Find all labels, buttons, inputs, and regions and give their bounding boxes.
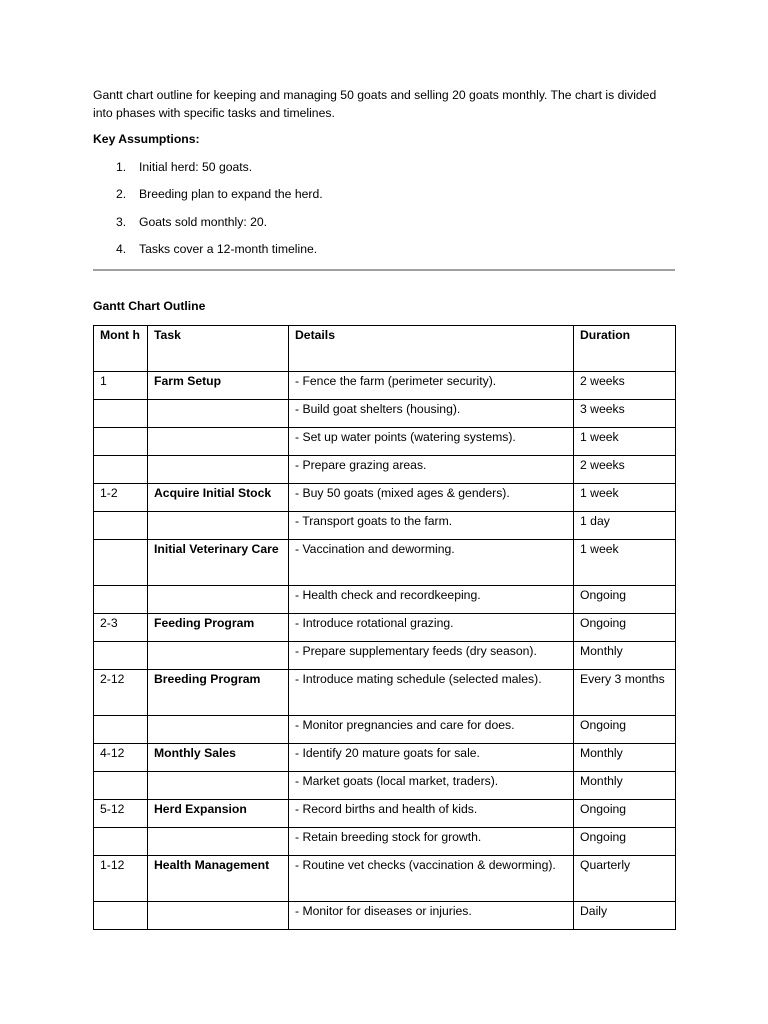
cell-details: - Monitor pregnancies and care for does. — [289, 716, 574, 744]
cell-task — [148, 512, 289, 540]
cell-details: - Set up water points (watering systems). — [289, 428, 574, 456]
table-row — [94, 716, 676, 744]
table-row — [94, 400, 676, 428]
header-task: Task — [148, 326, 289, 372]
table-row — [94, 540, 676, 586]
cell-task — [148, 716, 289, 744]
table-row — [94, 772, 676, 800]
cell-details: - Record births and health of kids. — [289, 800, 574, 828]
list-item — [93, 186, 675, 204]
cell-details: - Buy 50 goats (mixed ages & genders). — [289, 484, 574, 512]
cell-month — [94, 642, 148, 670]
gantt-table — [93, 325, 676, 930]
header-month: Mont h — [94, 326, 148, 372]
cell-task: Acquire Initial Stock — [148, 484, 289, 512]
document-content — [93, 87, 675, 930]
cell-month — [94, 512, 148, 540]
cell-duration: Monthly — [574, 744, 676, 772]
cell-duration: Ongoing — [574, 828, 676, 856]
list-text: Tasks cover a 12-month timeline. — [139, 242, 318, 256]
cell-month: 1 — [94, 372, 148, 400]
cell-duration: Monthly — [574, 772, 676, 800]
cell-duration: Ongoing — [574, 800, 676, 828]
cell-details: - Introduce mating schedule (selected males). — [289, 670, 574, 716]
cell-month — [94, 772, 148, 800]
cell-duration: 1 week — [574, 484, 676, 512]
cell-month: 4-12 — [94, 744, 148, 772]
list-text: Breeding plan to expand the herd. — [139, 187, 323, 201]
cell-details: - Introduce rotational grazing. — [289, 614, 574, 642]
cell-month: 2-12 — [94, 670, 148, 716]
cell-task — [148, 828, 289, 856]
table-row — [94, 586, 676, 614]
table-row — [94, 512, 676, 540]
cell-duration: Every 3 months — [574, 670, 676, 716]
cell-duration: 1 day — [574, 512, 676, 540]
table-row — [94, 372, 676, 400]
cell-details: - Routine vet checks (vaccination & deworming). — [289, 856, 574, 902]
list-number: 4. — [116, 242, 127, 256]
cell-task: Monthly Sales — [148, 744, 289, 772]
table-row — [94, 670, 676, 716]
assumptions-list — [93, 159, 675, 259]
cell-task — [148, 400, 289, 428]
cell-details: - Monitor for diseases or injuries. — [289, 902, 574, 930]
cell-details: - Fence the farm (perimeter security). — [289, 372, 574, 400]
assumptions-heading: Key Assumptions: — [93, 132, 200, 146]
cell-duration: Ongoing — [574, 716, 676, 744]
list-text: Initial herd: 50 goats. — [139, 159, 253, 174]
table-header-row — [94, 326, 676, 372]
cell-month: 1-2 — [94, 484, 148, 512]
header-duration: Duration — [574, 326, 676, 372]
table-row — [94, 642, 676, 670]
cell-task — [148, 772, 289, 800]
cell-duration: Quarterly — [574, 856, 676, 902]
header-details: Details — [289, 326, 574, 372]
cell-details: - Prepare grazing areas. — [289, 456, 574, 484]
cell-task — [148, 428, 289, 456]
table-row — [94, 828, 676, 856]
cell-details: - Vaccination and deworming. — [289, 540, 574, 586]
cell-month — [94, 716, 148, 744]
cell-duration: Ongoing — [574, 614, 676, 642]
cell-duration: Daily — [574, 902, 676, 930]
cell-duration: 1 week — [574, 428, 676, 456]
cell-task — [148, 902, 289, 930]
cell-details: - Retain breeding stock for growth. — [289, 828, 574, 856]
list-number: 3. — [116, 214, 127, 229]
gantt-table-body — [94, 326, 676, 930]
cell-duration: 2 weeks — [574, 372, 676, 400]
table-row — [94, 800, 676, 828]
cell-duration: Ongoing — [574, 586, 676, 614]
table-row — [94, 614, 676, 642]
cell-task: Feeding Program — [148, 614, 289, 642]
cell-month — [94, 902, 148, 930]
table-row — [94, 856, 676, 902]
cell-month — [94, 586, 148, 614]
cell-month: 1-12 — [94, 856, 148, 902]
cell-duration: 3 weeks — [574, 400, 676, 428]
cell-task — [148, 456, 289, 484]
cell-task: Farm Setup — [148, 372, 289, 400]
list-number: 2. — [116, 187, 127, 201]
table-row — [94, 456, 676, 484]
table-row — [94, 484, 676, 512]
table-row — [94, 428, 676, 456]
intro-paragraph: Gantt chart outline for keeping and managing 50 goats and selling 20 goats monthly. The chart is divided into phases with specific tasks and timelines. — [93, 88, 657, 120]
list-item — [93, 214, 675, 232]
cell-duration: 1 week — [574, 540, 676, 586]
table-row — [94, 902, 676, 930]
cell-details: - Build goat shelters (housing). — [289, 400, 574, 428]
cell-month: 5-12 — [94, 800, 148, 828]
cell-details: - Health check and recordkeeping. — [289, 586, 574, 614]
cell-month — [94, 456, 148, 484]
list-number: 1. — [116, 159, 127, 174]
cell-details: - Market goats (local market, traders). — [289, 772, 574, 800]
cell-details: - Identify 20 mature goats for sale. — [289, 744, 574, 772]
cell-month — [94, 400, 148, 428]
cell-task: Herd Expansion — [148, 800, 289, 828]
cell-month — [94, 540, 148, 586]
cell-duration: Monthly — [574, 642, 676, 670]
cell-task: Initial Veterinary Care — [148, 540, 289, 586]
horizontal-rule — [93, 269, 675, 271]
cell-details: - Prepare supplementary feeds (dry season). — [289, 642, 574, 670]
cell-month — [94, 428, 148, 456]
cell-task: Health Management — [148, 856, 289, 902]
cell-duration: 2 weeks — [574, 456, 676, 484]
table-title: Gantt Chart Outline — [93, 298, 206, 313]
list-item — [93, 241, 675, 259]
cell-month: 2-3 — [94, 614, 148, 642]
list-text: Goats sold monthly: 20. — [139, 214, 268, 229]
cell-task — [148, 586, 289, 614]
cell-task: Breeding Program — [148, 670, 289, 716]
cell-month — [94, 828, 148, 856]
table-row — [94, 744, 676, 772]
cell-task — [148, 642, 289, 670]
list-item — [93, 159, 675, 177]
cell-details: - Transport goats to the farm. — [289, 512, 574, 540]
